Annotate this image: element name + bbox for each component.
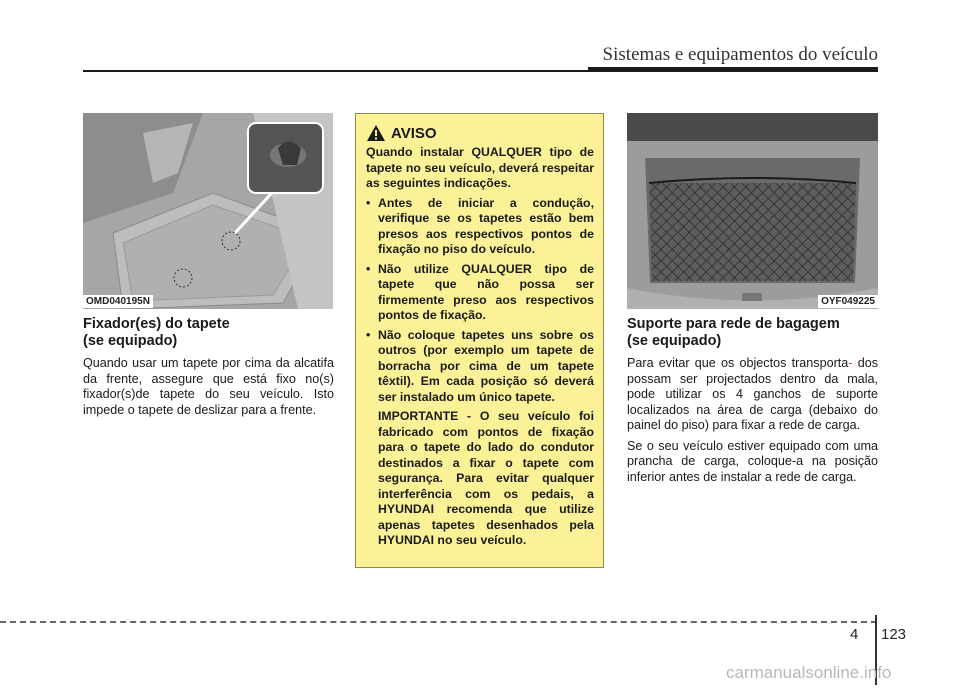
figure-code: OMD040195N (83, 295, 153, 308)
warning-list (366, 196, 594, 406)
warning-important-note: IMPORTANTE - O seu veículo foi fabricado com pontos de fixação para o tapete do lado do condutor destinados a fixar o tapete com segurança. Para evitar qualquer interferência com os pedais, a HYUNDAI recomenda que utilize apenas tapetes desenhados pela HYUNDAI no seu veículo. (378, 409, 594, 547)
floor-mat-section (83, 316, 334, 423)
luggage-net-figure (627, 113, 878, 309)
warning-intro: Quando instalar QUALQUER tipo de tapete no seu veículo, deverá respeitar as seguintes indicações. (366, 145, 594, 190)
warning-item: • Não coloque tapetes uns sobre os outros (por exemplo um tapete de borracha por cima de um tapete têxtil). Em cada posição só deverá ser instalado um único tapete. (366, 327, 594, 404)
warning-box (355, 113, 604, 568)
section-heading (627, 316, 878, 350)
floor-mat-anchor-figure (83, 113, 333, 309)
warning-item: • Antes de iniciar a condução, verifique se os tapetes estão bem presos aos respectivos pontos de fixação no piso do veículo. (366, 195, 594, 256)
floor-mat-illustration (83, 113, 333, 309)
header-rule-thick (588, 67, 878, 72)
section-paragraph-2: Se o seu veículo estiver equipado com uma prancha de carga, coloque-a na posição inferior antes de instalar a rede de carga. (627, 438, 878, 484)
chapter-number: 4 (850, 626, 859, 643)
watermark: carmanualsonline.info (726, 663, 892, 682)
figure-code: OYF049225 (818, 295, 878, 308)
heading-line-1: Suporte para rede de bagagem (627, 316, 840, 332)
heading-line-2: (se equipado) (627, 333, 722, 349)
luggage-net-section (627, 316, 878, 490)
warning-triangle-icon (366, 124, 386, 142)
page-number: 123 (881, 626, 907, 643)
section-paragraph: Quando usar um tapete por cima da alcatifa da frente, assegure que está fixo no(s) fixador(s)de tapete do seu veículo. Isto impede o tapete de deslizar para a frente. (83, 356, 334, 417)
heading-line-2: (se equipado) (83, 333, 178, 349)
warning-header (366, 124, 594, 142)
footer-rule (0, 621, 877, 623)
warning-item: • Não utilize QUALQUER tipo de tapete que não possa ser firmemente preso aos respectivos pontos de fixação. (366, 261, 594, 322)
section-paragraph-1: Para evitar que os objectos transporta- dos possam ser projectados dentro da mala, pode utilizar os 4 ganchos de suporte localizados na área de carga (debaixo do painel do piso) para fixar a rede de carga. (627, 356, 878, 432)
section-heading (83, 316, 334, 350)
warning-title: AVISO (391, 124, 437, 142)
page-header-title: Sistemas e equipamentos do veículo (602, 44, 878, 65)
heading-line-1: Fixador(es) do tapete (83, 316, 230, 332)
trunk-net-illustration (627, 113, 878, 309)
